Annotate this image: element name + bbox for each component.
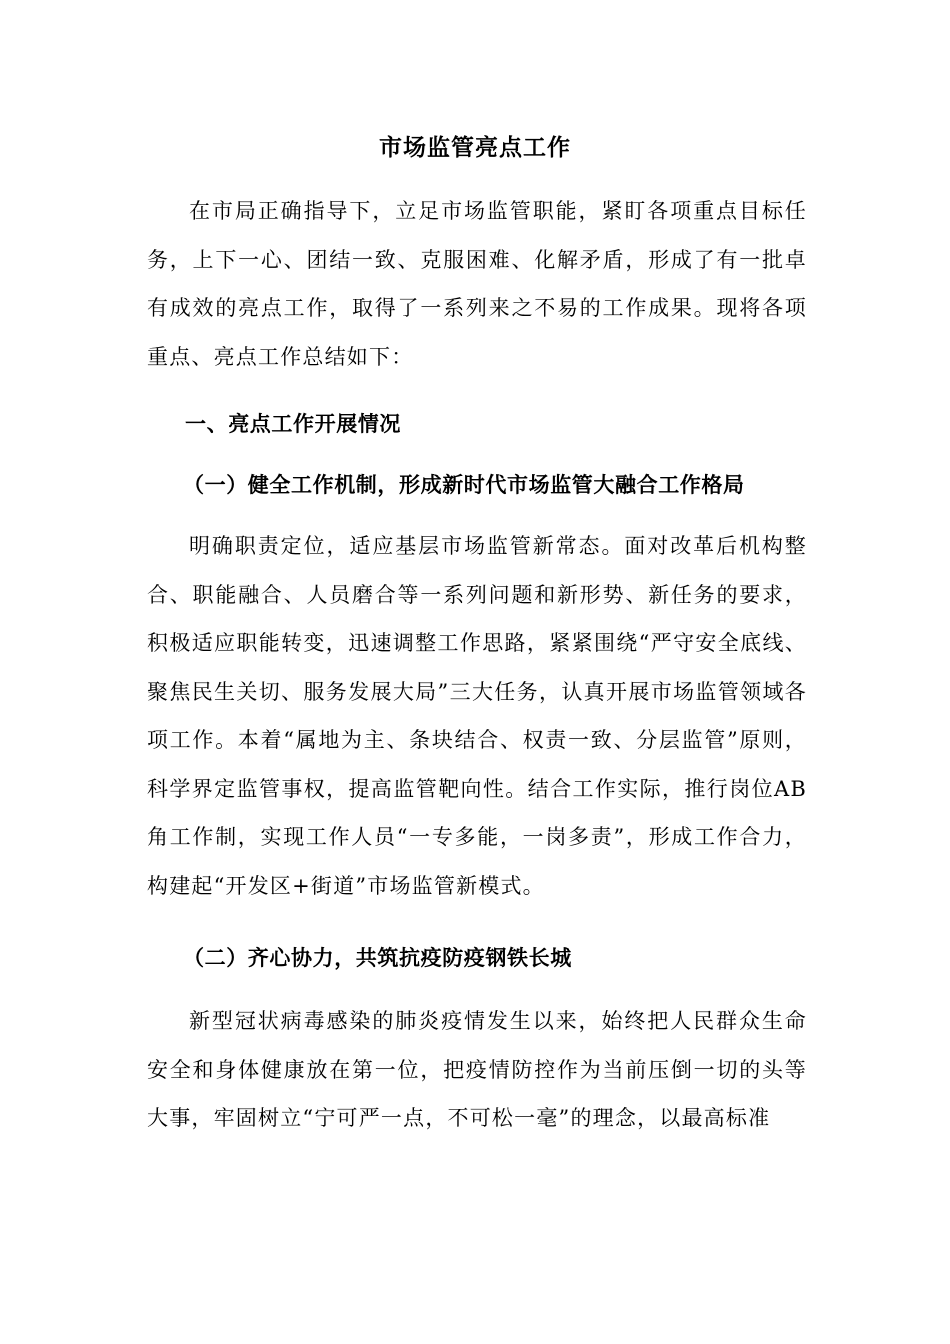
subsection-heading-1: （一）健全工作机制，形成新时代市场监管大融合工作格局	[183, 472, 745, 497]
subsection-1-body: 明确职责定位，适应基层市场监管新常态。面对改革后机构整合、职能融合、人员磨合等一系列问题和新形势、新任务的要求，积极适应职能转变，迅速调整工作思路，紧紧围绕“严守安全底线、聚焦民生关切、服务发展大局”三大任务，认真开展市场监管领域各项工作。本着“属地为主、条块结合、权责一致、分层监管”原则，科学界定监管事权，提高监管靶向性。结合工作实际，推行岗位AB角工作制，实现工作人员“一专多能，一岗多责”，形成工作合力，构建起“开发区+街道”市场监管新模式。	[147, 534, 807, 898]
document-title: 市场监管亮点工作	[379, 134, 571, 161]
section-heading-1: 一、亮点工作开展情况	[185, 411, 401, 436]
intro-paragraph: 在市局正确指导下，立足市场监管职能，紧盯各项重点目标任务，上下一心、团结一致、克服困难、化解矛盾，形成了有一批卓有成效的亮点工作，取得了一系列来之不易的工作成果。现将各项重点、亮点工作总结如下：	[147, 199, 807, 369]
subsection-2-body: 新型冠状病毒感染的肺炎疫情发生以来，始终把人民群众生命安全和身体健康放在第一位，把疫情防控作为当前压倒一切的头等大事，牢固树立“宁可严一点，不可松一毫”的理念，以最高标准	[147, 1009, 807, 1130]
subsection-heading-2: （二）齐心协力，共筑抗疫防疫钢铁长城	[183, 945, 572, 970]
